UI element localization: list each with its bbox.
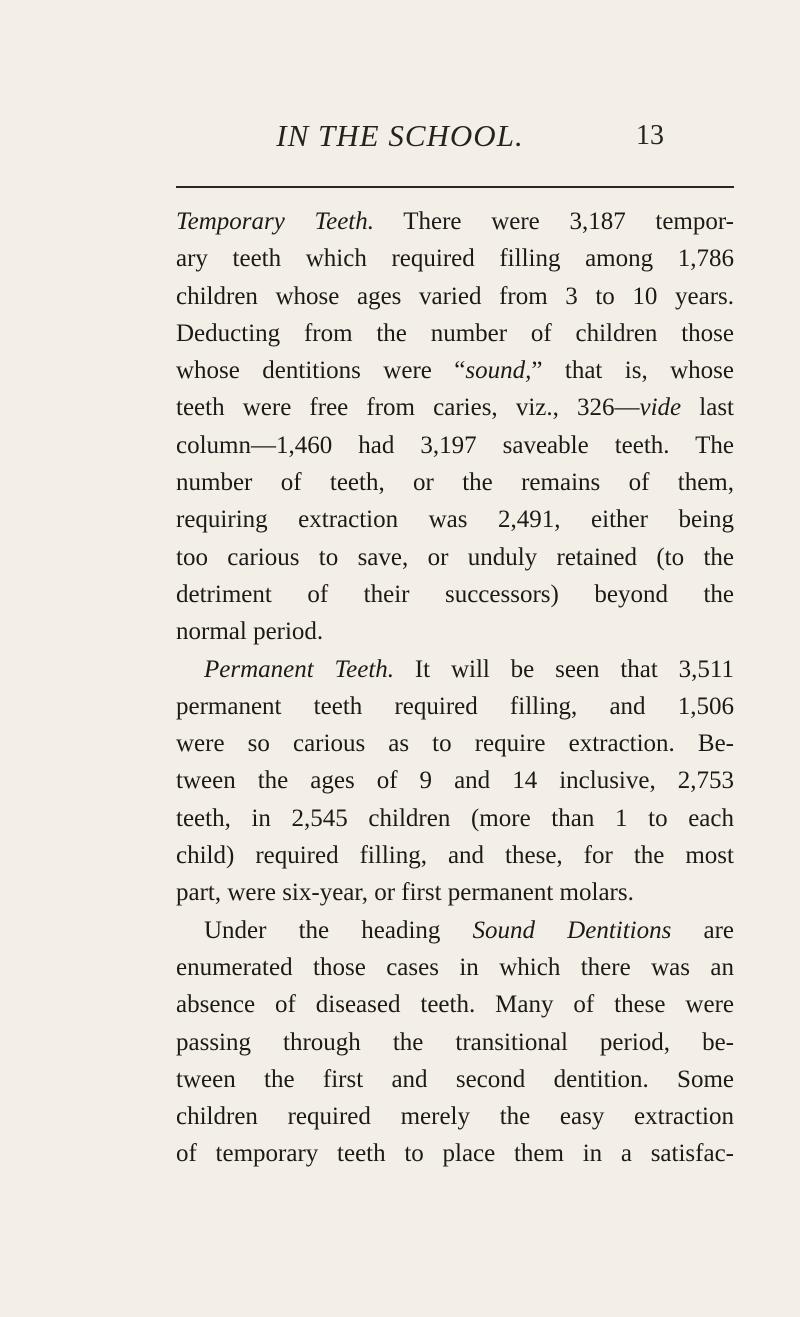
text-run: requiring extraction was 2,491, either being xyxy=(176,506,734,534)
italic-text: Temporary Teeth. xyxy=(176,208,374,235)
italic-text: sound, xyxy=(465,357,532,385)
text-run: normal period. xyxy=(176,618,324,646)
text-run: children whose ages varied from 3 to 10 years. xyxy=(176,282,734,310)
italic-text: Sound Dentitions xyxy=(472,916,672,944)
text-run: tween the ages of 9 and 14 inclusive, 2,753 xyxy=(176,767,734,795)
text-line xyxy=(176,539,734,576)
text-run: Under the heading xyxy=(204,916,473,944)
text-line xyxy=(176,203,734,240)
text-line xyxy=(176,315,734,352)
text-run: ary teeth which required filling among 1,786 xyxy=(176,245,734,273)
text-line xyxy=(176,389,734,426)
text-run: children required merely the easy extraction xyxy=(176,1103,734,1131)
text-line xyxy=(176,837,734,874)
text-run: teeth were free from caries, viz., 326— xyxy=(176,394,640,422)
text-line xyxy=(176,613,734,650)
text-line xyxy=(176,240,734,277)
italic-text: Permanent Teeth. xyxy=(204,655,395,683)
text-line xyxy=(176,874,734,911)
text-run: permanent teeth required filling, and 1,506 xyxy=(176,692,734,720)
text-line xyxy=(176,352,734,389)
text-line xyxy=(176,651,734,688)
text-run: teeth, in 2,545 children (more than 1 to each xyxy=(176,804,734,832)
text-run: are xyxy=(671,916,734,944)
text-run: There were 3,187 tempor- xyxy=(374,208,735,235)
text-line xyxy=(176,762,734,799)
text-run: were so carious as to require extraction. Be- xyxy=(176,730,734,758)
text-run: Deducting from the number of children those xyxy=(176,319,734,347)
text-run: last xyxy=(681,394,734,422)
text-line xyxy=(176,464,734,501)
text-run: child) required filling, and these, for the most xyxy=(176,842,734,870)
text-run: passing through the transitional period, be- xyxy=(176,1028,734,1056)
text-line xyxy=(176,576,734,613)
text-run: tween the first and second dentition. Some xyxy=(176,1065,734,1093)
text-run: ” that is, whose xyxy=(531,357,734,385)
text-run: whose dentitions were “ xyxy=(176,357,466,385)
text-line xyxy=(176,688,734,725)
text-line xyxy=(176,278,734,315)
text-line xyxy=(176,725,734,762)
text-line xyxy=(176,501,734,538)
page-number: 13 xyxy=(636,120,664,151)
text-run: It will be seen that 3,511 xyxy=(394,655,734,683)
header-rule xyxy=(176,186,734,188)
text-line xyxy=(176,949,734,986)
running-head xyxy=(0,110,800,160)
italic-text: vide xyxy=(639,394,682,422)
text-run: detriment of their successors) beyond the xyxy=(176,580,734,608)
text-run: enumerated those cases in which there was an xyxy=(176,953,734,981)
text-line xyxy=(176,800,734,837)
text-run: number of teeth, or the remains of them, xyxy=(176,469,734,497)
text-run: too carious to save, or unduly retained (to the xyxy=(176,543,734,571)
text-line xyxy=(176,986,734,1023)
text-line xyxy=(176,1135,734,1172)
text-line xyxy=(176,1098,734,1135)
text-run: of temporary teeth to place them in a satisfac- xyxy=(176,1140,734,1168)
text-run: absence of diseased teeth. Many of these were xyxy=(176,991,734,1019)
running-title: IN THE SCHOOL. xyxy=(276,118,524,153)
text-body xyxy=(176,203,734,1173)
text-run: column—1,460 had 3,197 saveable teeth. The xyxy=(176,431,734,459)
text-line xyxy=(176,1061,734,1098)
text-run: part, were six-year, or first permanent molars. xyxy=(176,879,634,907)
text-line xyxy=(176,1024,734,1061)
text-line xyxy=(176,912,734,949)
text-line xyxy=(176,427,734,464)
